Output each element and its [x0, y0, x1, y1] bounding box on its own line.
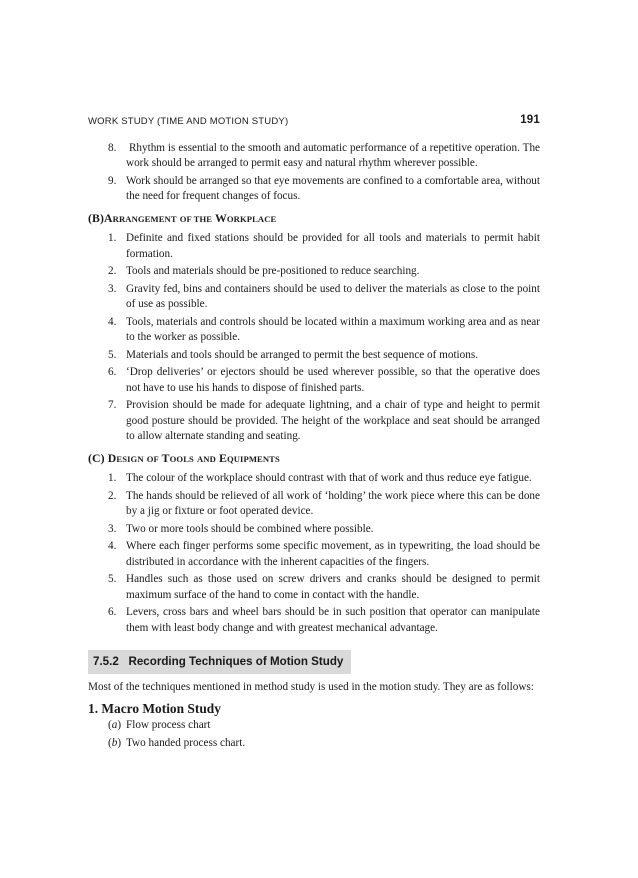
list-item: 1. Definite and fixed stations should be provided for all tools and materials to permit habit formation. — [108, 232, 540, 260]
list-b — [88, 231, 540, 444]
list-item: 1. The colour of the workplace should contrast with that of work and thus reduce eye fatigue. — [108, 472, 532, 485]
intro-paragraph: Most of the techniques mentioned in method study is used in the motion study. They are as follows: — [88, 680, 534, 693]
page-body — [88, 141, 540, 754]
list-item: 6. Levers, cross bars and wheel bars should be in such position that operator can manipulate them with least body change and with greatest mechanical advantage. — [108, 606, 540, 634]
page-number: 191 — [520, 114, 540, 126]
list-item: (b) Two handed process chart. — [108, 737, 246, 750]
list-item: 9. Work should be arranged so that eye movements are confined to a comfortable area, without the need for frequent changes of focus. — [108, 175, 540, 203]
list-item: 5. Materials and tools should be arranged to permit the best sequence of motions. — [108, 348, 479, 361]
list-c — [88, 471, 540, 636]
list-item: 2. The hands should be relieved of all work of ‘holding’ the work piece where this can be done by a jig or fixture or foot operated device. — [108, 489, 540, 518]
list-item: 6. ‘Drop deliveries’ or ejectors should be used wherever possible, so that the operative does not have to use his hands to dispose of finished parts. — [108, 366, 540, 394]
running-title: WORK STUDY (TIME AND MOTION STUDY) — [88, 116, 289, 127]
section-heading-b: (B)ARRANGEMENT OF THE WORKPLACE — [88, 210, 277, 225]
list-item: 4. Where each finger performs some specific movement, as in typewriting, the load should be distributed in accordance with the inherent capacities of the fingers. — [108, 540, 540, 568]
list-item: 5. Handles such as those used on screw drivers and cranks should be designed to permit maximum surface of the hand to come in contact with the handle. — [108, 573, 540, 601]
list-item: 3. Gravity fed, bins and containers should be used to deliver the materials as close to the point of use as possible. — [108, 282, 540, 311]
list-item: 3. Two or more tools should be combined where possible. — [108, 522, 374, 535]
list-item: 7. Provision should be made for adequate lightning, and a chair of type and height to permit good posture should be provided. The height of the workplace and seat should be arranged to allow alternate standing and seating. — [108, 399, 540, 443]
list-item: 8. Rhythm is essential to the smooth and automatic performance of a repetitive operation. The work should be arranged to permit easy and natural rhythm wherever possible. — [108, 142, 540, 170]
subsection-heading: 7.5.2 Recording Techniques of Motion Study — [88, 650, 351, 673]
macro-list — [88, 718, 540, 751]
list-item: 2. Tools and materials should be pre-positioned to reduce searching. — [108, 265, 420, 278]
running-header — [88, 114, 540, 130]
list-a — [88, 141, 540, 205]
section-heading-c: (C) DESIGN OF TOOLS AND EQUIPMENTS — [88, 450, 280, 465]
list-item: 4. Tools, materials and controls should be located within a maximum working area and as near to the worker as possible. — [108, 315, 540, 344]
macro-motion-heading: 1. Macro Motion Study — [88, 701, 221, 717]
list-item: (a) Flow process chart — [108, 719, 211, 732]
